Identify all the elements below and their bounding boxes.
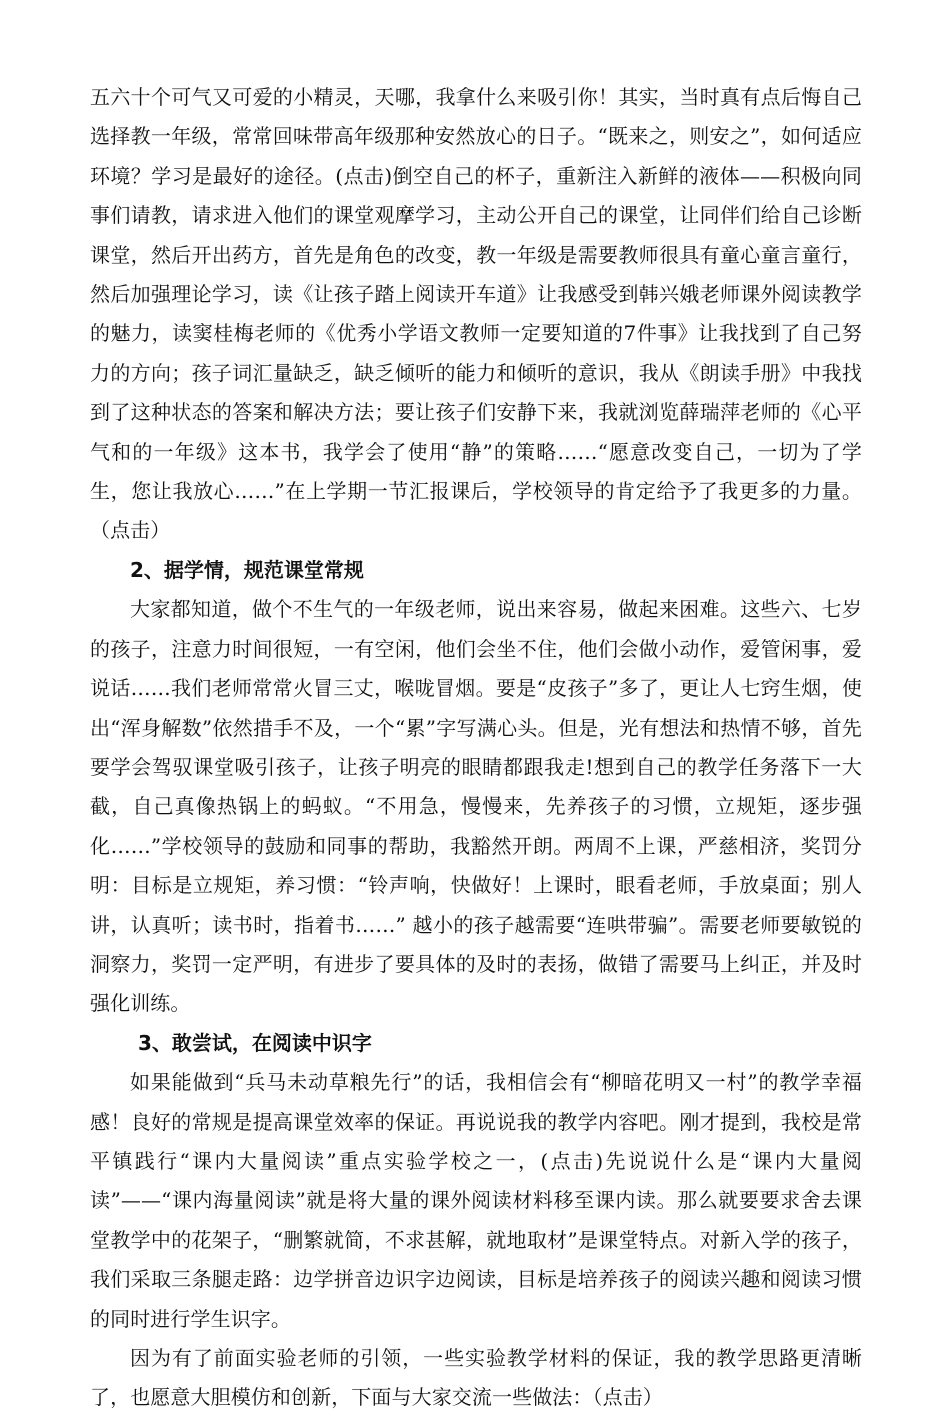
document-page	[90, 78, 862, 1418]
section-heading: 3、敢尝试，在阅读中识字	[138, 1030, 372, 1055]
body-paragraph: 因为有了前面实验老师的引领，一些实验教学材料的保证，我的教学思路更清晰了，也愿意大胆模仿和创新，下面与大家交流一些做法：（点击）	[90, 1346, 862, 1410]
body-paragraph: 如果能做到“兵马未动草粮先行”的话，我相信会有“柳暗花明又一村”的教学幸福感！良好的常规是提高课堂效率的保证。再说说我的教学内容吧。刚才提到，我校是常平镇践行“课内大量阅读”重点实验学校之一，(点击)先说说什么是“课内大量阅读”——“课内海量阅读”就是将大量的课外阅读材料移至课内读。那么就要要求舍去课堂教学中的花架子，“删繁就简，不求甚解，就地取材”是课堂特点。对新入学的孩子，我们采取三条腿走路：边学拼音边识字边阅读，目标是培养孩子的阅读兴趣和阅读习惯的同时进行学生识字。	[90, 1070, 862, 1331]
section-heading: 2、据学情，规范课堂常规	[130, 557, 364, 582]
body-paragraph: 五六十个可气又可爱的小精灵，天哪，我拿什么来吸引你！其实，当时真有点后悔自己选择教一年级，常常回味带高年级那种安然放心的日子。“既来之，则安之”，如何适应环境？学习是最好的途径。(点击)倒空自己的杯子，重新注入新鲜的液体——积极向同事们请教，请求进入他们的课堂观摩学习，主动公开自己的课堂，让同伴们给自己诊断课堂，然后开出药方，首先是角色的改变，教一年级是需要教师很具有童心童言童行，然后加强理论学习，读《让孩子踏上阅读开车道》让我感受到韩兴娥老师课外阅读教学的魅力，读窦桂梅老师的《优秀小学语文教师一定要知道的7件事》让我找到了自己努力的方向；孩子词汇量缺乏，缺乏倾听的能力和倾听的意识，我从《朗读手册》中我找到了这种状态的答案和解决方法；要让孩子们安静下来，我就浏览薛瑞萍老师的《心平气和的一年级》这本书，我学会了使用“静”的策略……“愿意改变自己，一切为了学生，您让我放心……”在上学期一节汇报课后，学校领导的肯定给予了我更多的力量。（点击）	[90, 85, 862, 543]
body-paragraph: 大家都知道，做个不生气的一年级老师，说出来容易，做起来困难。这些六、七岁的孩子，注意力时间很短，一有空闲，他们会坐不住，他们会做小动作，爱管闲事，爱说话……我们老师常常火冒三丈，喉咙冒烟。要是“皮孩子”多了，更让人七窍生烟，使出“浑身解数”依然措手不及，一个“累”字写满心头。但是，光有想法和热情不够，首先要学会驾驭课堂吸引孩子，让孩子明亮的眼睛都跟我走!想到自己的教学任务落下一大截，自己真像热锅上的蚂蚁。“不用急，慢慢来，先养孩子的习惯，立规矩，逐步强化……”学校领导的鼓励和同事的帮助，我豁然开朗。两周不上课，严慈相济，奖罚分明：目标是立规矩，养习惯：“铃声响，快做好！上课时，眼看老师，手放桌面；别人讲，认真听；读书时，指着书……” 越小的孩子越需要“连哄带骗”。需要老师要敏锐的洞察力，奖罚一定严明，有进步了要具体的及时的表扬，做错了需要马上纠正，并及时强化训练。	[90, 597, 862, 1016]
